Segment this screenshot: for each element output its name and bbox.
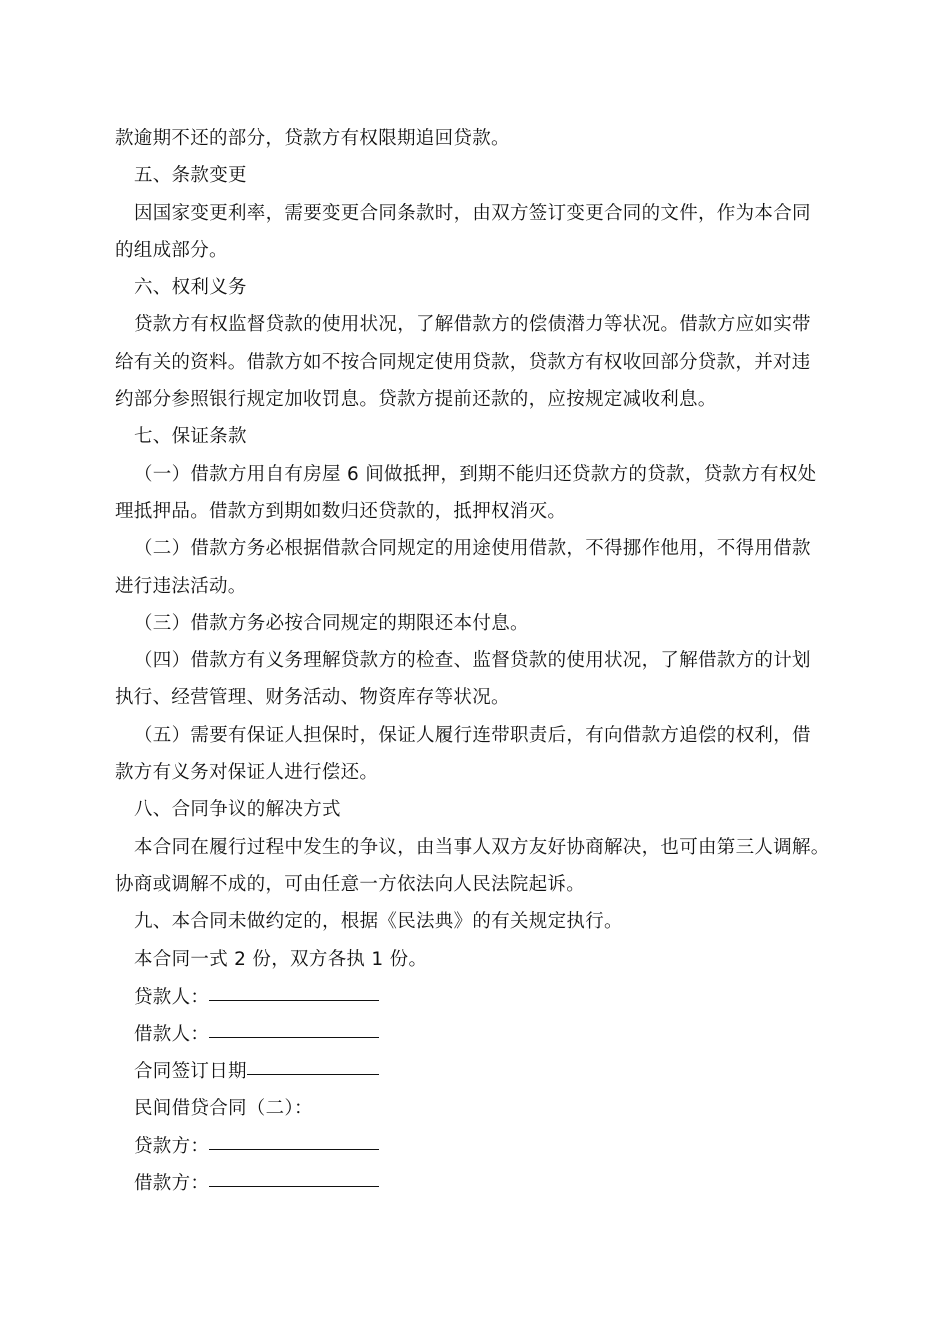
lender-signature-row: [115, 978, 835, 1015]
signing-date-label: 合同签订日期: [134, 1061, 247, 1083]
contract-2-borrower-row: [115, 1164, 835, 1201]
section-heading-6: 六、权利义务: [134, 277, 247, 299]
borrower-label: 借款人：: [134, 1024, 210, 1046]
document-page: [115, 120, 835, 1202]
borrower-signature-row: [115, 1015, 835, 1052]
clause-item: （一）借款方用自有房屋 6 间做抵押，到期不能归还贷款方的贷款，贷款方有权处: [134, 463, 817, 485]
clause-item: （二）借款方务必根据借款合同规定的用途使用借款，不得挪作他用，不得用借款: [134, 538, 811, 560]
clause-item: （五）需要有保证人担保时，保证人履行连带职责后，有向借款方追偿的权利，借: [134, 724, 811, 746]
lender-signature-blank: [209, 976, 379, 1001]
paragraph-line: 本合同在履行过程中发生的争议，由当事人双方友好协商解决，也可由第三人调解。: [134, 836, 830, 858]
clause-item: （四）借款方有义务理解贷款方的检查、监督贷款的使用状况，了解借款方的计划: [134, 650, 811, 672]
borrower-signature-blank: [209, 1013, 379, 1038]
lender-label: 贷款人：: [134, 986, 210, 1008]
paragraph-line: 的组成部分。: [115, 239, 228, 261]
paragraph-line: 进行违法活动。: [115, 575, 247, 597]
contract-2-title: 民间借贷合同（二）：: [134, 1097, 313, 1119]
paragraph-line: 给有关的资料。借款方如不按合同规定使用贷款，贷款方有权收回部分贷款，并对违: [115, 351, 811, 373]
copies-note: 本合同一式 2 份，双方各执 1 份。: [134, 948, 428, 970]
paragraph-line: 理抵押品。借款方到期如数归还贷款的，抵押权消灭。: [115, 500, 567, 522]
section-heading-9: 九、本合同未做约定的，根据《民法典》的有关规定执行。: [134, 911, 623, 933]
paragraph-line: 因国家变更利率，需要变更合同条款时，由双方签订变更合同的文件，作为本合同: [134, 202, 811, 224]
paragraph-line: 执行、经营管理、财务活动、物资库存等状况。: [115, 687, 510, 709]
section-heading-8: 八、合同争议的解决方式: [134, 799, 341, 821]
contract-2-lender-row: [115, 1127, 835, 1164]
paragraph-line: 贷款方有权监督贷款的使用状况，了解借款方的偿债潜力等状况。借款方应如实带: [134, 314, 811, 336]
contract-2-lender-blank: [209, 1125, 379, 1150]
contract-2-lender-label: 贷款方：: [134, 1136, 210, 1158]
signing-date-blank: [247, 1050, 379, 1075]
section-heading-5: 五、条款变更: [134, 165, 247, 187]
signing-date-row: [115, 1052, 835, 1089]
paragraph-line: 约部分参照银行规定加收罚息。贷款方提前还款的，应按规定减收利息。: [115, 389, 717, 411]
section-heading-7: 七、保证条款: [134, 426, 247, 448]
contract-2-borrower-label: 借款方：: [134, 1173, 210, 1195]
paragraph-line: 款方有义务对保证人进行偿还。: [115, 762, 379, 784]
paragraph-line: 协商或调解不成的，可由任意一方依法向人民法院起诉。: [115, 873, 586, 895]
clause-item: （三）借款方务必按合同规定的期限还本付息。: [134, 612, 529, 634]
contract-2-borrower-blank: [209, 1162, 379, 1187]
paragraph-line: 款逾期不还的部分，贷款方有权限期追回贷款。: [115, 128, 510, 149]
